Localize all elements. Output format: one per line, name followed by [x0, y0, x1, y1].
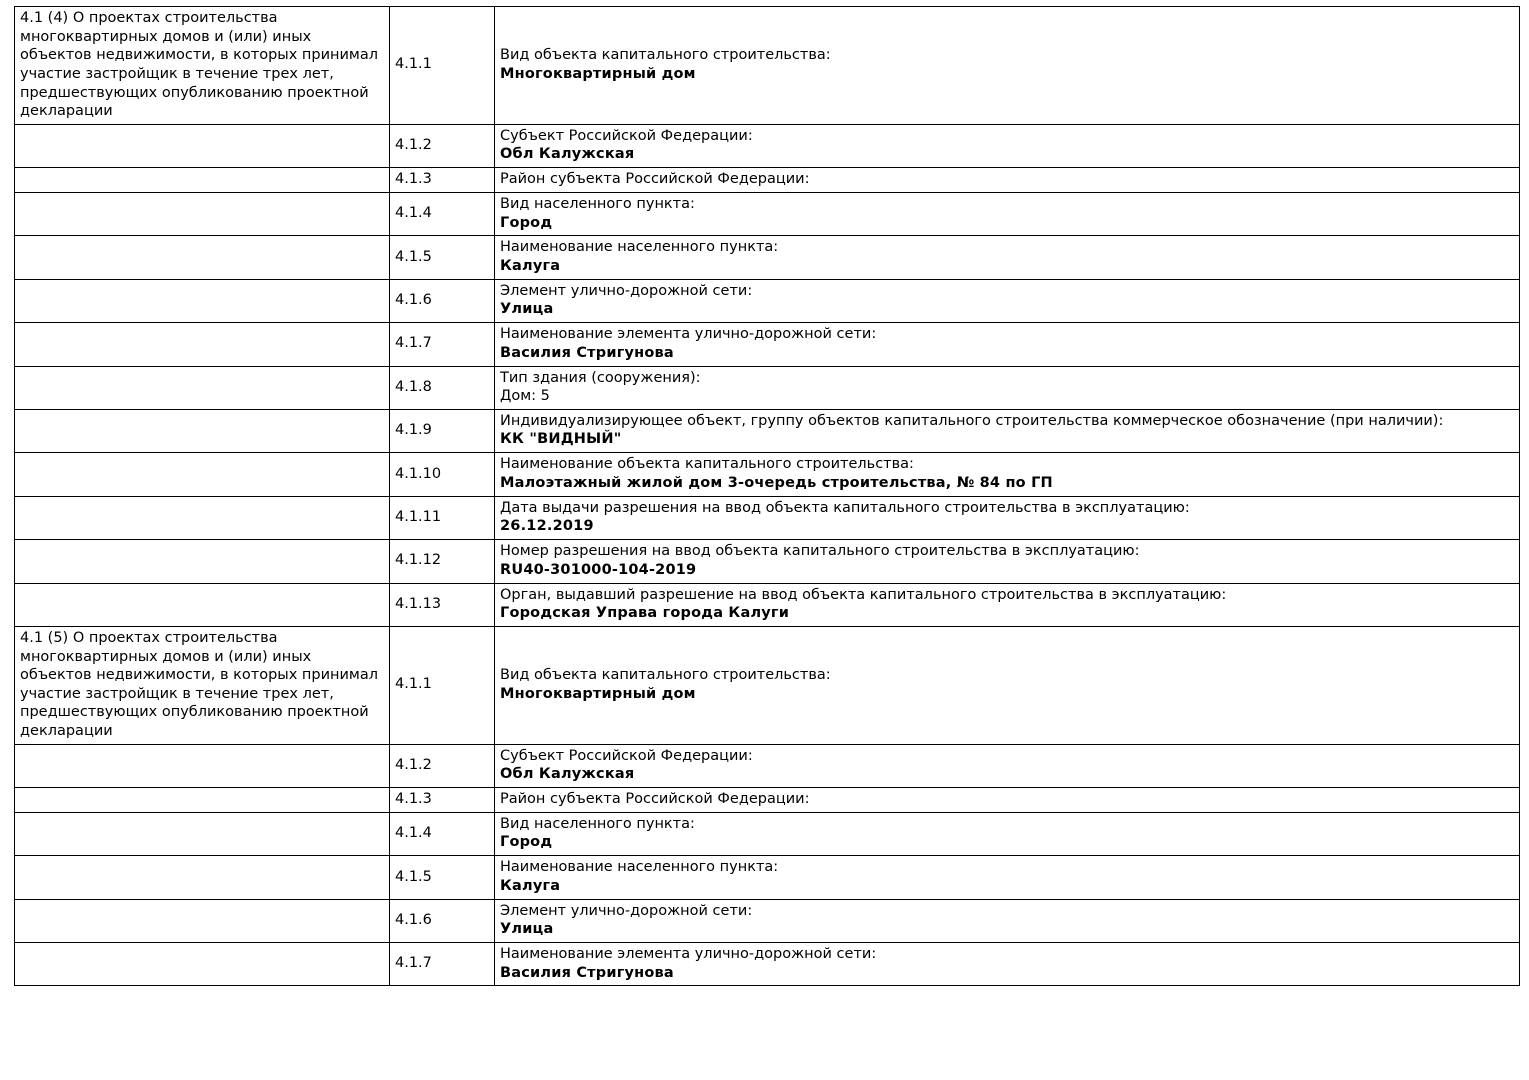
field-code-cell: 4.1.1	[390, 626, 495, 744]
field-value: Калуга	[500, 877, 561, 894]
section-description-cell-empty	[15, 744, 390, 787]
field-value: Обл Калужская	[500, 766, 635, 783]
field-value: Малоэтажный жилой дом 3-очередь строительства, № 84 по ГП	[500, 474, 1053, 491]
field-content-cell	[495, 124, 1520, 167]
table-row	[15, 279, 1520, 322]
field-label: Вид населенного пункта:	[500, 195, 695, 212]
field-code-cell: 4.1.13	[390, 583, 495, 626]
table-row	[15, 583, 1520, 626]
field-value: 26.12.2019	[500, 518, 594, 535]
field-value: Василия Стригунова	[500, 344, 674, 361]
field-label: Район субъекта Российской Федерации:	[500, 171, 810, 188]
table-body	[15, 7, 1520, 986]
field-code-cell: 4.1.2	[390, 124, 495, 167]
field-value: Улица	[500, 921, 554, 938]
field-code-cell: 4.1.5	[390, 236, 495, 279]
field-label: Район субъекта Российской Федерации:	[500, 791, 810, 808]
field-content-cell	[495, 626, 1520, 744]
section-description-cell-empty	[15, 192, 390, 235]
table-row	[15, 192, 1520, 235]
field-value: Дом: 5	[500, 388, 550, 405]
field-code-cell: 4.1.3	[390, 168, 495, 193]
table-row	[15, 540, 1520, 583]
field-value: Улица	[500, 301, 554, 318]
field-label: Наименование элемента улично-дорожной сети:	[500, 946, 877, 963]
field-content-cell	[495, 899, 1520, 942]
field-label: Тип здания (сооружения):	[500, 369, 701, 386]
table-row	[15, 7, 1520, 125]
table-row	[15, 168, 1520, 193]
field-code-cell: 4.1.10	[390, 453, 495, 496]
section-description-cell-empty	[15, 496, 390, 539]
section-description-cell	[15, 626, 390, 744]
table-row	[15, 788, 1520, 813]
field-value: Обл Калужская	[500, 146, 635, 163]
field-code-cell: 4.1.4	[390, 812, 495, 855]
field-content-cell	[495, 943, 1520, 986]
field-content-cell	[495, 236, 1520, 279]
field-label: Наименование населенного пункта:	[500, 239, 779, 256]
field-content-cell	[495, 812, 1520, 855]
field-label: Вид объекта капитального строительства:	[500, 47, 831, 64]
field-value: КК "ВИДНЫЙ"	[500, 431, 622, 448]
field-value: Город	[500, 834, 553, 851]
field-code-cell: 4.1.6	[390, 899, 495, 942]
table-row	[15, 124, 1520, 167]
field-code-cell: 4.1.12	[390, 540, 495, 583]
field-label: Наименование объекта капитального строительства:	[500, 456, 914, 473]
section-description-cell-empty	[15, 168, 390, 193]
section-description-cell-empty	[15, 279, 390, 322]
field-content-cell	[495, 168, 1520, 193]
field-content-cell	[495, 366, 1520, 409]
field-code-cell: 4.1.8	[390, 366, 495, 409]
section-description-cell-empty	[15, 409, 390, 452]
field-label: Субъект Российской Федерации:	[500, 127, 753, 144]
section-description-cell-empty	[15, 788, 390, 813]
section-description-cell-empty	[15, 124, 390, 167]
field-content-cell	[495, 453, 1520, 496]
table-row	[15, 744, 1520, 787]
field-value: Василия Стригунова	[500, 964, 674, 981]
field-label: Вид объекта капитального строительства:	[500, 667, 831, 684]
field-code-cell: 4.1.2	[390, 744, 495, 787]
section-description-cell-empty	[15, 236, 390, 279]
table-row	[15, 943, 1520, 986]
field-label: Индивидуализирующее объект, группу объектов капитального строительства коммерческое обозначение (при наличии):	[500, 412, 1444, 429]
field-content-cell	[495, 856, 1520, 899]
section-description: 4.1 (5) О проектах строительства многоквартирных домов и (или) иных объектов недвижимости, в которых принимал участие застройщик в течение трех лет, предшествующих опубликованию проектной декларации	[20, 629, 379, 740]
field-label: Субъект Российской Федерации:	[500, 747, 753, 764]
field-value: Город	[500, 214, 553, 231]
field-code-cell: 4.1.5	[390, 856, 495, 899]
table-row	[15, 323, 1520, 366]
field-code-cell: 4.1.1	[390, 7, 495, 125]
section-description-cell-empty	[15, 583, 390, 626]
field-content-cell	[495, 192, 1520, 235]
section-description-cell-empty	[15, 366, 390, 409]
section-description-cell-empty	[15, 943, 390, 986]
field-value: RU40-301000-104-2019	[500, 561, 697, 578]
field-label: Наименование элемента улично-дорожной сети:	[500, 326, 877, 343]
field-label: Элемент улично-дорожной сети:	[500, 902, 753, 919]
field-code-cell: 4.1.6	[390, 279, 495, 322]
table-row	[15, 899, 1520, 942]
field-code-cell: 4.1.9	[390, 409, 495, 452]
table-row	[15, 236, 1520, 279]
field-label: Номер разрешения на ввод объекта капитального строительства в эксплуатацию:	[500, 543, 1140, 560]
section-description-cell-empty	[15, 812, 390, 855]
field-label: Дата выдачи разрешения на ввод объекта капитального строительства в эксплуатацию:	[500, 499, 1190, 516]
section-description-cell-empty	[15, 540, 390, 583]
table-row	[15, 626, 1520, 744]
field-content-cell	[495, 788, 1520, 813]
table-row	[15, 453, 1520, 496]
field-code-cell: 4.1.4	[390, 192, 495, 235]
field-content-cell	[495, 540, 1520, 583]
field-label: Орган, выдавший разрешение на ввод объекта капитального строительства в эксплуатацию:	[500, 586, 1227, 603]
section-description: 4.1 (4) О проектах строительства многоквартирных домов и (или) иных объектов недвижимости, в которых принимал участие застройщик в течение трех лет, предшествующих опубликованию проектной декларации	[20, 10, 379, 120]
field-value: Калуга	[500, 257, 561, 274]
section-description-cell	[15, 7, 390, 125]
field-content-cell	[495, 409, 1520, 452]
table-row	[15, 409, 1520, 452]
table-row	[15, 856, 1520, 899]
table-row	[15, 496, 1520, 539]
field-value: Городская Управа города Калуги	[500, 605, 790, 622]
field-label: Элемент улично-дорожной сети:	[500, 282, 753, 299]
field-value: Многоквартирный дом	[500, 685, 696, 702]
field-label: Наименование населенного пункта:	[500, 859, 779, 876]
field-content-cell	[495, 583, 1520, 626]
table-row	[15, 812, 1520, 855]
field-content-cell	[495, 279, 1520, 322]
field-content-cell	[495, 323, 1520, 366]
field-value: Многоквартирный дом	[500, 65, 696, 82]
field-label: Вид населенного пункта:	[500, 815, 695, 832]
project-declaration-table	[14, 6, 1520, 986]
section-description-cell-empty	[15, 856, 390, 899]
field-content-cell	[495, 7, 1520, 125]
section-description-cell-empty	[15, 453, 390, 496]
table-row	[15, 366, 1520, 409]
field-content-cell	[495, 496, 1520, 539]
section-description-cell-empty	[15, 323, 390, 366]
section-description-cell-empty	[15, 899, 390, 942]
field-code-cell: 4.1.11	[390, 496, 495, 539]
field-content-cell	[495, 744, 1520, 787]
field-code-cell: 4.1.7	[390, 943, 495, 986]
field-code-cell: 4.1.3	[390, 788, 495, 813]
field-code-cell: 4.1.7	[390, 323, 495, 366]
